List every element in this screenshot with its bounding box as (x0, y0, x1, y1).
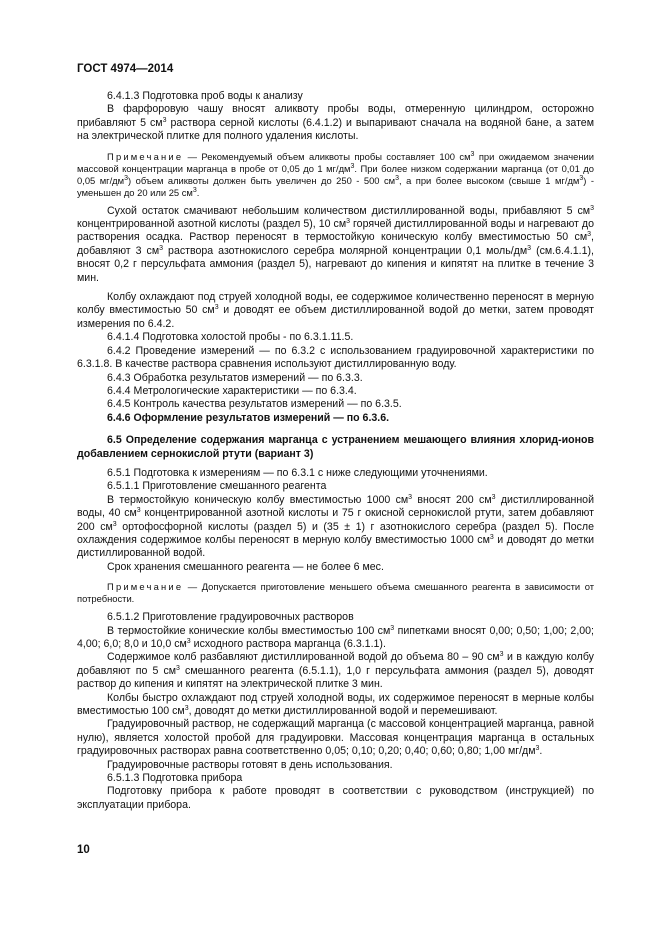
paragraph: Колбу охлаждают под струей холодной воды, ее содержимое количественно переносят в мерную колбу вместимостью 50 $см^3$ и доводят ее объем дистиллированной водой до метки, затем проводят измерения по 6.4.2. (77, 291, 594, 330)
paragraph-6-4-3: 6.4.3 Обработка результатов измерений — по 6.3.3. (107, 371, 363, 384)
document-header: ГОСТ 4974—2014 (77, 63, 174, 75)
paragraph-6-5-1-3: 6.5.1.3 Подготовка прибора (107, 772, 243, 785)
paragraph: Градуировочный раствор, не содержащий марганца (с массовой концентрацией марганца, равной нулю), является холостой пробой для градуировки. Массовая концентрация марганца в остальных градуировочных растворах равна соответственно 0,05; 0,10; 0,20; 0,40; 0,60; 0,80; 1,00 $мг/дм^3$. (77, 718, 594, 758)
paragraph-6-4-5: 6.4.5 Контроль качества результатов измерений — по 6.3.5. (107, 398, 402, 411)
paragraph-6-5-1: 6.5.1 Подготовка к измерениям — по 6.3.1 с ниже следующими уточнениями. (107, 466, 488, 479)
note: Примечание — Допускается приготовление меньшего объема смешанного реагента в зависимости от потребности. (77, 581, 594, 605)
paragraph-6-4-6: 6.4.6 Оформление результатов измерений — по 6.3.6. (107, 411, 390, 424)
paragraph-6-4-2: 6.4.2 Проведение измерений — по 6.3.2 с использованием градуировочной характеристики по 6.3.1.8. В качестве раствора сравнения используют дистиллированную воду. (77, 344, 594, 371)
paragraph-6-5-1-1: 6.5.1.1 Приготовление смешанного реагента (107, 480, 327, 493)
paragraph: В термостойкую коническую колбу вместимостью 1000 $см^3$ вносят 200 $см^3$ дистиллированной воды, 40 $см^3$ концентрированной азотной кислоты и 75 г окисной сернокислой ртути, затем добавляют 200 $см^3$ ортофосфорной кислоты (раздел 5) и (35 ± 1) г азотнокислого серебра (раздел 5). После охлаждения содержимое колбы переносят в мерную колбу вместимостью 1000 $см^3$ и доводят до метки дистиллированной водой. (77, 493, 595, 560)
paragraph: Срок хранения смешанного реагента — не более 6 мес. (107, 560, 384, 573)
paragraph: В термостойкие конические колбы вместимостью 100 $см^3$ пипетками вносят 0,00; 0,50; 1,00; 2,00; 4,00; 6,0; 8,0 и 10,0 $см^3$ исходного раствора марганца (6.3.1.1). (77, 624, 594, 650)
paragraph: Градуировочные растворы готовят в день использования. (107, 758, 393, 771)
page-number: 10 (77, 844, 90, 856)
paragraph: Содержимое колб разбавляют дистиллированной водой до объема 80 – 90 $см^3$ и в каждую колбу добавляют по 5 $см^3$ смешанного реагента (6.5.1.1), 1,0 г персульфата аммония (раздел 5), доводят раствор до кипения и кипятят на электрической плитке 3 мин. (77, 651, 594, 691)
paragraph: Сухой остаток смачивают небольшим количеством дистиллированной воды, прибавляют 5 $см^3$ концентрированной азотной кислоты (раздел 5), 10 $см^3$ горячей дистиллированной воды и нагревают до растворения осадка. Раствор переносят в термостойкую коническую колбу вместимостью 50 $см^3$, добавляют 3 $см^3$ раствора азотнокислого серебра молярной концентрации 0,1 моль/$дм^3$ (см.6.4.1.1), вносят 0,2 г персульфата аммония (раздел 5), нагревают до кипения и кипятят на плитке в течение 3 мин. (77, 204, 594, 284)
paragraph-6-4-1-4: 6.4.1.4 Подготовка холостой пробы - по 6.3.1.11.5. (107, 331, 354, 344)
paragraph-6-4-1-3: 6.4.1.3 Подготовка проб воды к анализу (107, 90, 303, 102)
paragraph: В фарфоровую чашу вносят аликвоту пробы воды, отмеренную цилиндром, осторожно прибавляют 5 $см^3$ раствора серной кислоты (6.4.1.2) и выпаривают сначала на водяной бане, а затем на электрической плитке для полного удаления кислоты. (77, 103, 594, 143)
paragraph-6-5-1-2: 6.5.1.2 Приготовление градуировочных растворов (107, 611, 354, 624)
document-body (77, 90, 594, 812)
paragraph-6-4-4: 6.4.4 Метрологические характеристики — по 6.3.4. (107, 384, 357, 397)
paragraph: Колбы быстро охлаждают под струей холодной воды, их содержимое переносят в мерные колбы вместимостью 100 $см^3$, доводят до метки дистиллированной водой и перемешивают. (77, 691, 594, 718)
note: Примечание — Рекомендуемый объем аликвоты пробы составляет 100 $см^3$ при ожидаемом значении массовой концентрации марганца в пробе от 0,05 до 1 $мг/дм^3$. При более низком содержании марганца (от 0,01 до 0,05 $мг/дм^3$) объем аликвоты должен быть увеличен до 250 - 500 $см^3$, а при более высоком (свыше 1 $мг/дм^3$) - уменьшен до 20 или 25 $см^3$. (77, 150, 594, 198)
section-heading-6-5: 6.5 Определение содержания марганца с устранением мешающего влияния хлорид-ионов добавлением сернокислой ртути (вариант 3) (77, 434, 594, 460)
paragraph: Подготовку прибора к работе проводят в соответствии с руководством (инструкцией) по эксплуатации прибора. (77, 785, 594, 811)
